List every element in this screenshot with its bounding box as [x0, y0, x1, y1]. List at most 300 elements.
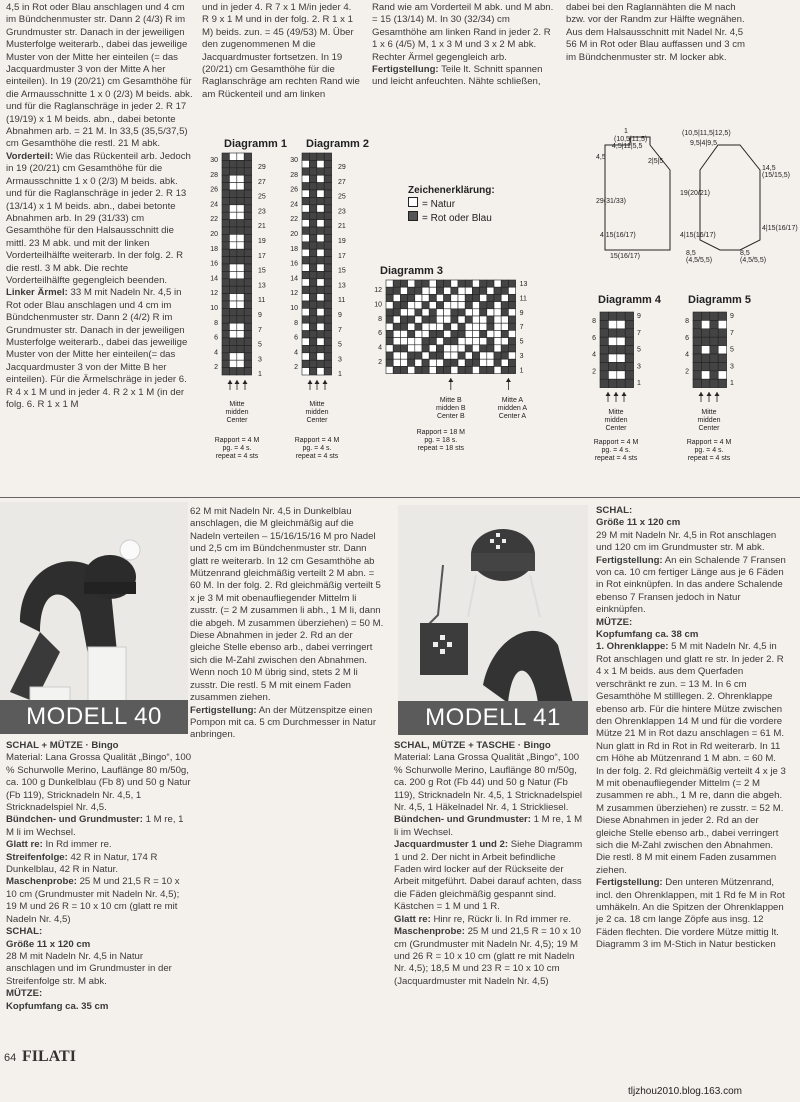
- diagram-3-cell: [400, 338, 407, 345]
- diagram-1-left-tick: 6: [214, 334, 218, 342]
- diagram-4-rapport: repeat = 4 sts: [594, 455, 638, 462]
- diagram-3-cell: [444, 366, 451, 373]
- paragraph-heading: Fertigstellung:: [596, 554, 663, 566]
- diagram-5-cell: [710, 371, 718, 379]
- diagram-3-cell: [451, 287, 458, 294]
- diagram-1-cell: [244, 212, 251, 219]
- diagram-3-cell: [400, 330, 407, 337]
- diagram-5-cell: [701, 329, 709, 337]
- diagram-4-cell: [608, 320, 616, 328]
- diagram-3-rapport: repeat = 18 sts: [417, 445, 465, 452]
- diagram-3-cell: [429, 345, 436, 352]
- diagram-2-cell: [302, 308, 309, 315]
- schematic-r-top2: 9,5|4|9,5: [690, 140, 717, 147]
- diagram-2-right-tick: 11: [338, 297, 346, 305]
- diagram-4-left-tick: 2: [592, 368, 596, 376]
- diagram-3-cell: [408, 345, 415, 352]
- diagram-3-cell: [494, 316, 501, 323]
- diagram-3-cell: [472, 366, 479, 373]
- diagram-3-cell: [501, 338, 508, 345]
- diagram-5-cell: [701, 346, 709, 354]
- diagram-1-arrow-head: [243, 380, 248, 384]
- diagram-1-cell: [237, 301, 244, 308]
- diagram-5-left-tick: 8: [685, 318, 689, 325]
- modell-40-text: [6, 740, 192, 1013]
- diagram-3-cell: [400, 345, 407, 352]
- diagram-1-cell: [237, 323, 244, 330]
- diagram-1-cell: [222, 294, 229, 301]
- paragraph-heading: Fertigstellung:: [596, 877, 663, 889]
- diagram-1-cell: [222, 271, 229, 278]
- diagram-4-cell: [625, 320, 633, 328]
- paragraph: [596, 530, 786, 555]
- diagram-5-rapport: pg. = 4 s.: [694, 447, 724, 454]
- modell-40-text-cont: [190, 506, 385, 742]
- diagram-2-cell: [324, 279, 331, 286]
- diagram-3-cell: [400, 352, 407, 359]
- legend-rot-label: = Rot oder Blau: [422, 213, 492, 224]
- diagram-1-center-label: Mitte: [229, 401, 245, 408]
- diagram-1-cell: [244, 227, 251, 234]
- diagram-2-cell: [324, 308, 331, 315]
- paragraph: [596, 617, 786, 629]
- diagram-2-cell: [309, 257, 316, 264]
- diagram-3-cell: [429, 366, 436, 373]
- diagram-2-cell: [309, 153, 316, 160]
- diagram-3-cell: [480, 280, 487, 287]
- diagram-1-cell: [229, 234, 236, 241]
- diagram-1-cell: [229, 160, 236, 167]
- diagram-1-cell: [244, 190, 251, 197]
- diagram-3-cell: [386, 359, 393, 366]
- paragraph-text: An der Mützenspitze einen Pompon mit ca. 5 cm Durchmesser in Natur anbringen.: [190, 704, 377, 741]
- diagram-1-cell: [229, 153, 236, 160]
- diagram-2-cell: [324, 360, 331, 367]
- diagram-1-cell: [244, 264, 251, 271]
- diagram-1-cell: [222, 205, 229, 212]
- diagram-3-cell: [422, 323, 429, 330]
- diagram-3-cell: [408, 359, 415, 366]
- diagram-3-cell: [508, 316, 515, 323]
- diagram-1-cell: [237, 242, 244, 249]
- diagram-3-cell: [458, 345, 465, 352]
- diagram-2-cell: [317, 271, 324, 278]
- diagram-3-cell: [480, 294, 487, 301]
- paragraph-heading: Fertigstellung:: [190, 704, 257, 716]
- diagram-3-cell: [393, 338, 400, 345]
- diagram-3-left-tick: 12: [374, 287, 382, 294]
- diagram-1-cell: [237, 338, 244, 345]
- diagram-3-cell: [429, 352, 436, 359]
- diagram-1-cell: [244, 153, 251, 160]
- diagram-1-cell: [229, 264, 236, 271]
- diagram-2-cell: [309, 212, 316, 219]
- diagram-1-cell: [229, 257, 236, 264]
- diagram-1-right-tick: 7: [258, 326, 262, 334]
- diagram-3-cell: [393, 345, 400, 352]
- diagram-3-cell: [487, 345, 494, 352]
- diagram-1-cell: [237, 308, 244, 315]
- diagram-3-cell: [451, 302, 458, 309]
- diagram-3-cell: [480, 338, 487, 345]
- paragraph: [190, 506, 385, 705]
- diagram-3-cell: [458, 330, 465, 337]
- diagram-4-cell: [625, 354, 633, 362]
- schematic-label-top: 1: [624, 128, 628, 135]
- diagram-2-cell: [324, 368, 331, 375]
- diagram-1-right-tick: 11: [258, 297, 266, 305]
- diagram-4-rapport: pg. = 4 s.: [601, 447, 631, 454]
- diagram-3-cell: [451, 309, 458, 316]
- diagram-5-cell: [701, 320, 709, 328]
- paragraph: [6, 1001, 192, 1013]
- diagram-2-cell: [302, 338, 309, 345]
- diagram-2-right-tick: 3: [338, 356, 342, 364]
- diagram-3-cell: [501, 294, 508, 301]
- schematic-bottom: 15(16/17): [610, 253, 640, 260]
- paragraph-heading: SCHAL:: [596, 505, 633, 516]
- diagram-3-cell: [494, 294, 501, 301]
- paragraph: [394, 814, 584, 839]
- paragraph: [596, 505, 786, 517]
- diagram-3-cell: [408, 323, 415, 330]
- diagram-3-cell: [415, 323, 422, 330]
- diagram-3-cell: [480, 323, 487, 330]
- diagram-2-left-tick: 30: [290, 157, 298, 164]
- diagram-2-cell: [324, 301, 331, 308]
- diagram-2-cell: [317, 301, 324, 308]
- diagram-1-left-tick: 8: [214, 319, 218, 327]
- diagram-1-left-tick: 2: [214, 364, 218, 372]
- paragraph-heading: Fertigstellung:: [372, 64, 439, 76]
- paragraph-text: 29 M mit Nadeln Nr. 4,5 in Rot anschlagen und 120 cm im Grundmuster str. M abk.: [596, 529, 777, 554]
- schematic-label-top3: 4,5|11|5,5: [612, 143, 643, 150]
- diagram-1-cell: [222, 212, 229, 219]
- diagram-5-cell: [718, 371, 726, 379]
- diagram-3-cell: [422, 280, 429, 287]
- diagram-2-left-tick: 28: [290, 171, 298, 179]
- diagram-2-cell: [302, 294, 309, 301]
- diagram-2-cell: [309, 345, 316, 352]
- paragraph: [6, 852, 192, 877]
- paragraph-heading: SCHAL + MÜTZE · Bingo: [6, 740, 119, 751]
- diagram-1-cell: [237, 294, 244, 301]
- diagram-3-cell: [429, 287, 436, 294]
- diagram-3-cell: [508, 366, 515, 373]
- diagram-1-right-tick: 3: [258, 356, 262, 364]
- diagram-3-cell: [494, 309, 501, 316]
- diagram-1-cell: [244, 316, 251, 323]
- diagram-2-left-tick: 4: [294, 349, 298, 357]
- diagram-3-cell: [472, 330, 479, 337]
- diagram-3-cell: [393, 294, 400, 301]
- diagram-5-cell: [710, 312, 718, 320]
- paragraph-heading: Glatt re:: [394, 913, 431, 925]
- diagram-3-cell: [465, 287, 472, 294]
- diagram-1-cell: [229, 190, 236, 197]
- diagram-5-cell: [693, 337, 701, 345]
- diagram-4-cell: [608, 312, 616, 320]
- diagram-5-title: Diagramm 5: [688, 294, 751, 306]
- diagram-2-center-label: Mitte: [309, 401, 325, 408]
- diagram-2-cell: [309, 168, 316, 175]
- diagram-5-cell: [693, 329, 701, 337]
- diagram-2-cell: [302, 301, 309, 308]
- diagram-1-cell: [244, 308, 251, 315]
- diagram-1-cell: [222, 153, 229, 160]
- diagram-1-right-tick: 29: [258, 164, 266, 171]
- diagram-3-cell: [465, 280, 472, 287]
- paragraph: [6, 287, 194, 411]
- diagram-3-cell: [472, 280, 479, 287]
- diagram-4-center-label: Center: [605, 425, 627, 432]
- diagram-2-cell: [324, 205, 331, 212]
- diagram-3-cell: [429, 294, 436, 301]
- diagram-1-right-tick: 9: [258, 312, 262, 319]
- diagram-3-cell: [472, 359, 479, 366]
- diagram-2-rapport: pg. = 4 s.: [302, 445, 332, 452]
- photo-modell-40: [0, 502, 188, 734]
- diagram-4-cell: [625, 362, 633, 370]
- diagram-3-cell: [465, 323, 472, 330]
- diagram-2-cell: [309, 286, 316, 293]
- diagram-4-cell: [617, 354, 625, 362]
- diagram-4-cell: [600, 329, 608, 337]
- diagram-1-cell: [222, 308, 229, 315]
- diagram-3-center-a: Mitte A: [501, 397, 524, 404]
- diagram-3-cell: [501, 309, 508, 316]
- diagram-4-cell: [600, 362, 608, 370]
- diagram-3-cell: [436, 359, 443, 366]
- diagram-3-cell: [393, 316, 400, 323]
- diagram-3-cell: [436, 302, 443, 309]
- diagram-3-cell: [472, 323, 479, 330]
- diagram-1-rapport: repeat = 4 sts: [215, 453, 259, 460]
- diagram-3-cell: [494, 345, 501, 352]
- paragraph: [372, 2, 558, 64]
- diagram-1-cell: [222, 353, 229, 360]
- diagram-3-cell: [458, 287, 465, 294]
- paragraph-text: 28 M mit Nadeln Nr. 4,5 in Natur anschlagen und im Grundmuster in der Streifenfolge str. M abk.: [6, 950, 172, 987]
- diagram-2-cell: [317, 294, 324, 301]
- diagram-3-cell: [458, 309, 465, 316]
- diagram-3-cell: [508, 352, 515, 359]
- diagram-2-cell: [317, 168, 324, 175]
- diagram-3-cell: [415, 366, 422, 373]
- diagram-1-right-tick: 25: [258, 193, 266, 201]
- diagram-1-cell: [244, 323, 251, 330]
- diagram-3-cell: [487, 359, 494, 366]
- diagram-3-cell: [415, 294, 422, 301]
- diagram-2-arrow-head: [308, 380, 313, 384]
- diagram-3-cell: [429, 330, 436, 337]
- diagram-5-cell: [710, 362, 718, 370]
- diagram-2-cell: [317, 183, 324, 190]
- diagram-3-cell: [487, 294, 494, 301]
- diagram-3-cell: [422, 309, 429, 316]
- diagram-5-arrow-head: [715, 392, 720, 396]
- diagram-1-left-tick: 4: [214, 349, 218, 357]
- diagram-3-cell: [422, 302, 429, 309]
- diagram-1-cell: [229, 168, 236, 175]
- diagram-2-cell: [302, 353, 309, 360]
- diagram-2-cell: [309, 227, 316, 234]
- diagram-2-cell: [317, 286, 324, 293]
- diagram-4-center-label: Mitte: [608, 409, 624, 416]
- diagram-4-cell: [600, 371, 608, 379]
- diagram-3-cell: [508, 309, 515, 316]
- diagram-5-arrow-head: [707, 392, 712, 396]
- diagram-2-right-tick: 15: [338, 267, 346, 275]
- diagram-5-center-label: Mitte: [701, 409, 717, 416]
- diagram-3-cell: [494, 280, 501, 287]
- diagram-2-cell: [302, 205, 309, 212]
- diagram-4-cell: [600, 346, 608, 354]
- diagram-4-cell: [625, 371, 633, 379]
- diagram-4-cell: [617, 320, 625, 328]
- diagram-3-cell: [465, 338, 472, 345]
- diagram-1-cell: [229, 323, 236, 330]
- diagram-3-cell: [408, 294, 415, 301]
- diagram-5-left-tick: 2: [685, 368, 689, 376]
- diagram-4-cell: [625, 346, 633, 354]
- diagram-1-cell: [237, 286, 244, 293]
- diagram-2-right-tick: 9: [338, 312, 342, 319]
- diagram-4-cell: [608, 362, 616, 370]
- watermark: tljzhou2010.blog.163.com: [628, 1086, 742, 1097]
- diagram-2-left-tick: 22: [290, 216, 298, 224]
- diagram-1-cell: [237, 205, 244, 212]
- diagram-3-cell: [429, 323, 436, 330]
- diagram-1-cell: [222, 301, 229, 308]
- diagram-3-cell: [429, 280, 436, 287]
- diagram-1-cell: [222, 175, 229, 182]
- diagram-3-cell: [480, 309, 487, 316]
- diagram-1-cell: [222, 220, 229, 227]
- diagram-1-cell: [237, 234, 244, 241]
- paragraph-heading: Größe 11 x 120 cm: [596, 517, 681, 529]
- diagram-2-right-tick: 21: [338, 223, 346, 231]
- diagram-2-cell: [302, 286, 309, 293]
- diagram-2-cell: [317, 257, 324, 264]
- diagram-1-cell: [244, 294, 251, 301]
- diagram-3-cell: [415, 280, 422, 287]
- diagram-2-cell: [309, 338, 316, 345]
- diagram-3-cell: [480, 359, 487, 366]
- paragraph-heading: Glatt re:: [6, 839, 43, 851]
- schematic-v1: 29(31/33): [596, 198, 626, 205]
- diagram-1-cell: [229, 353, 236, 360]
- diagram-3-cell: [436, 345, 443, 352]
- legend-natur-label: = Natur: [422, 199, 456, 210]
- diagram-1-cell: [222, 338, 229, 345]
- paragraph: [6, 814, 192, 839]
- paragraph: [394, 839, 584, 913]
- diagram-1-cell: [244, 234, 251, 241]
- diagram-2-cell: [324, 249, 331, 256]
- diagram-2-right-tick: 27: [338, 178, 346, 186]
- diagram-2-right-tick: 7: [338, 326, 342, 334]
- diagram-1-cell: [244, 368, 251, 375]
- paragraph-text: 5 M mit Nadeln Nr. 4,5 in Rot anschlagen und glatt re str. In jeder 2. R 4 x 1 M beids. aus dem Querfaden verschränkt re zun. = 13 M. In 6 cm Gesamthöhe M stilllegen. 2. Ohrenklappe ebenso arb. Für die hintere Mütze zwischen den Ohrenklappen 14 M und für die vordere Mütze 21 M in Rot dazu anschlagen = 61 M. Nun glatt in Rd in Rot in Rd weiterarb. In 11 cm Höhe ab Mützenrand 1 M abn. = 60 M. In der folg. 2. Rd gleichmäßig verteilt 4 x je 3 M mit obenaufliegender Mittelm (= 2 M zusammen re abh., 1 M re, dann die abgeh. M zusammen überziehen) re zusstr. = 52 M. Diese Abnahmen in jeder 2. Rd an der gleiche Stelle ebenso arb., dabei verringert sich die M-Zahl zwischen den Abnahmen. Die restl. 8 M mit einem Faden zusammen ziehen.: [596, 641, 786, 876]
- diagram-2-cell: [302, 212, 309, 219]
- diagram-1-cell: [244, 168, 251, 175]
- diagram-1-left-tick: 16: [210, 260, 218, 268]
- diagram-2-cell: [302, 264, 309, 271]
- diagram-2-cell: [324, 160, 331, 167]
- diagram-2-cell: [317, 249, 324, 256]
- diagram-3-cell: [487, 287, 494, 294]
- diagram-3-cell: [472, 309, 479, 316]
- diagram-1-cell: [244, 183, 251, 190]
- diagram-1-left-tick: 24: [210, 201, 218, 209]
- diagram-1-cell: [237, 264, 244, 271]
- diagram-1-cell: [222, 234, 229, 241]
- diagram-2-left-tick: 24: [290, 201, 298, 209]
- diagram-3-cell: [444, 352, 451, 359]
- diagram-1-left-tick: 12: [210, 290, 218, 298]
- diagram-2-cell: [324, 353, 331, 360]
- diagram-3-cell: [508, 323, 515, 330]
- diagram-3-cell: [444, 359, 451, 366]
- diagram-3-cell: [508, 280, 515, 287]
- diagram-2-cell: [309, 190, 316, 197]
- diagram-1-cell: [237, 279, 244, 286]
- diagram-2-cell: [309, 264, 316, 271]
- diagram-3-cell: [386, 302, 393, 309]
- paragraph-text: Teile lt. Schnitt spannen und leicht anfeuchten. Nähte schließen,: [372, 64, 543, 88]
- diagram-3-cell: [422, 345, 429, 352]
- diagram-2-left-tick: 2: [294, 364, 298, 372]
- diagram-1-cell: [244, 331, 251, 338]
- diagram-3-cell: [436, 309, 443, 316]
- diagram-1-cell: [222, 360, 229, 367]
- diagram-3-cell: [393, 309, 400, 316]
- diagram-2-cell: [309, 294, 316, 301]
- diagram-1-cell: [244, 271, 251, 278]
- schematic-r-top: (10,5|11,5|12,5): [682, 130, 731, 137]
- diagram-3-cell: [494, 302, 501, 309]
- diagram-1-cell: [222, 197, 229, 204]
- paragraph: [6, 839, 192, 851]
- diagram-1-right-tick: 13: [258, 282, 266, 290]
- diagram-3-cell: [472, 352, 479, 359]
- paragraph-heading: SCHAL, MÜTZE + TASCHE · Bingo: [394, 740, 551, 751]
- diagram-4-arrow-head: [622, 392, 627, 396]
- diagram-2-cell: [309, 316, 316, 323]
- paragraph: [6, 951, 192, 988]
- diagram-3-cell: [386, 352, 393, 359]
- diagram-3-cell: [501, 330, 508, 337]
- diagram-2-left-tick: 10: [290, 305, 298, 312]
- diagram-3-cell: [429, 316, 436, 323]
- paragraph-heading: Bündchen- und Grundmuster:: [394, 814, 531, 826]
- paragraph-text: Material: Lana Grossa Qualität „Bingo“, 100 % Schurwolle Merino, Lauflänge 80 m/50g, ca. 100 g Dunkelblau (Fb 8) und 50 g Natur (Fb 119), Stricknadeln Nr. 4,5, 1 Stricknadelspiel Nr. 4,5.: [6, 752, 192, 814]
- diagram-4-cell: [608, 337, 616, 345]
- diagram-3-cell: [487, 352, 494, 359]
- diagram-2-cell: [309, 242, 316, 249]
- diagram-4-rapport: Rapport = 4 M: [593, 439, 639, 446]
- diagram-2-cell: [302, 242, 309, 249]
- paragraph-heading: SCHAL:: [6, 926, 43, 938]
- diagram-2-cell: [317, 308, 324, 315]
- diagram-2-right-tick: 19: [338, 238, 346, 245]
- diagram-3-cell: [465, 359, 472, 366]
- diagram-3-cell: [400, 294, 407, 301]
- diagram-2-cell: [324, 220, 331, 227]
- diagram-3-cell: [465, 345, 472, 352]
- diagram-1-cell: [229, 242, 236, 249]
